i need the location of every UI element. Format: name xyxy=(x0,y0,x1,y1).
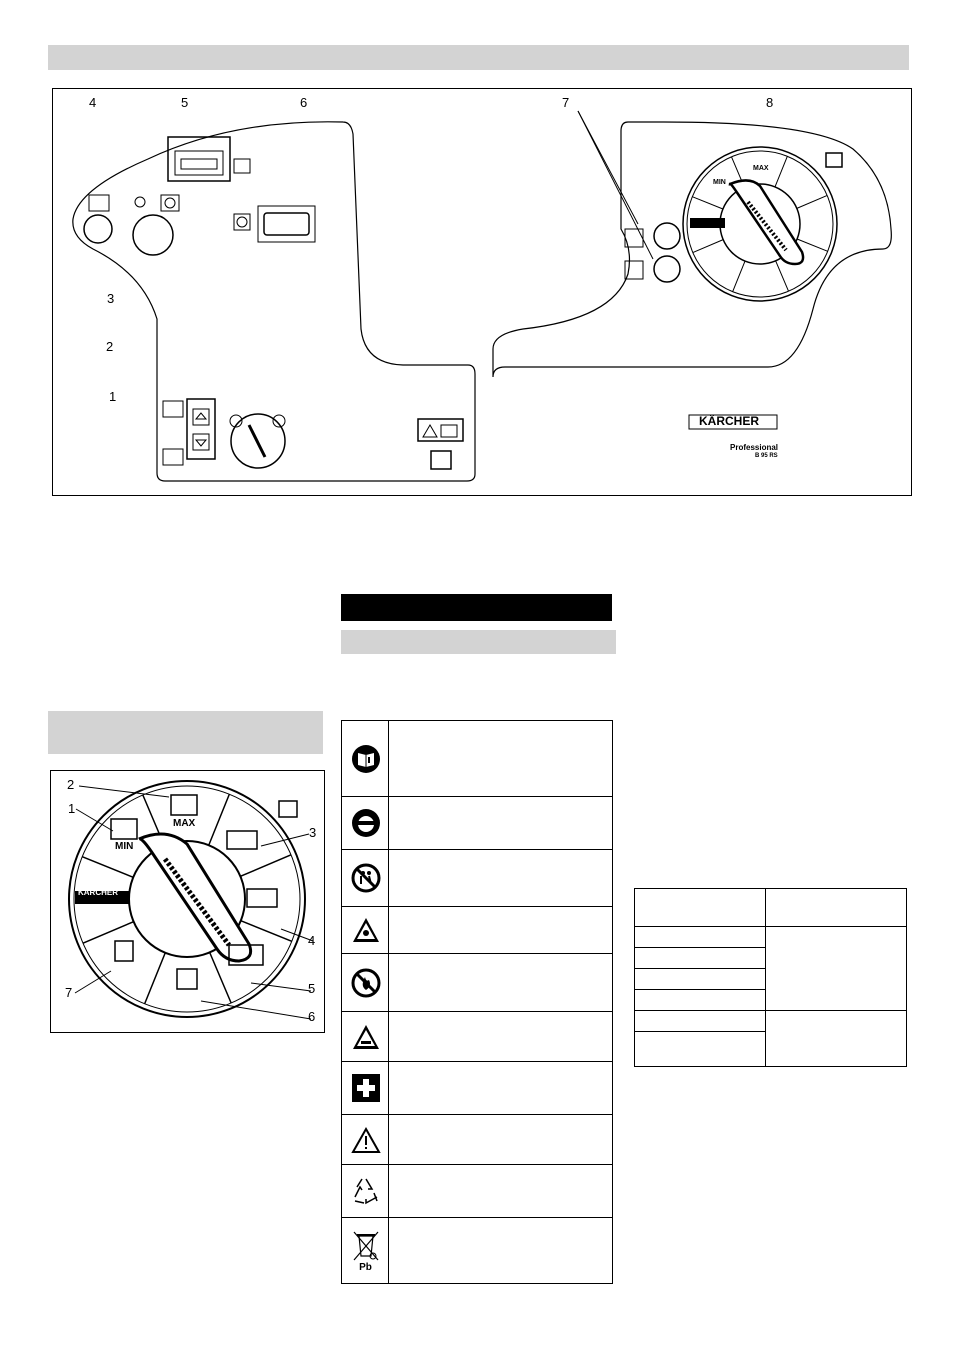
dial-callout-7: 7 xyxy=(65,985,73,1000)
section-title-bar xyxy=(341,594,612,621)
callout-8: 8 xyxy=(766,95,774,110)
dial-callout-3: 3 xyxy=(309,825,317,840)
callout-7: 7 xyxy=(562,95,570,110)
dial-callout-6: 6 xyxy=(308,1009,316,1024)
symbol-row xyxy=(342,1012,389,1061)
recycling-icon xyxy=(349,1175,383,1207)
figure-caption-bar xyxy=(48,711,323,754)
spec-table xyxy=(634,888,907,1067)
subsection-title-bar xyxy=(341,630,616,654)
dial-callout-1: 1 xyxy=(68,801,76,816)
callout-2: 2 xyxy=(106,339,114,354)
no-passengers-icon xyxy=(351,863,381,893)
dial-min-label: MIN xyxy=(713,179,726,186)
symbol-row xyxy=(342,907,389,953)
general-warning-icon xyxy=(351,1126,381,1154)
symbol-row xyxy=(342,850,389,906)
callout-3: 3 xyxy=(107,291,115,306)
first-aid-icon xyxy=(351,1073,381,1103)
dial-callout-5: 5 xyxy=(308,981,316,996)
dial-callout-4: 4 xyxy=(308,933,316,948)
symbol-row xyxy=(342,954,389,1011)
callout-1: 1 xyxy=(109,389,117,404)
corrosive-warning-icon xyxy=(351,1023,381,1051)
no-disposal-pb-icon xyxy=(351,1230,381,1264)
no-fire-icon xyxy=(351,968,381,998)
symbols-table xyxy=(341,720,613,1284)
brand-logo: KÄRCHER xyxy=(699,414,759,428)
dial-max-label: MAX xyxy=(173,818,196,829)
symbol-row xyxy=(342,1165,389,1217)
dial-brand-label: KÄRCHER xyxy=(691,213,716,219)
explosion-warning-icon xyxy=(351,916,381,944)
eye-protection-icon xyxy=(351,808,381,838)
callout-4: 4 xyxy=(89,95,97,110)
dial-min-label: MIN xyxy=(115,841,134,852)
model-line-1: Professional xyxy=(730,443,779,452)
symbol-row xyxy=(342,721,389,796)
section-header-bar xyxy=(48,45,909,70)
symbol-row xyxy=(342,1218,389,1284)
control-panel-figure xyxy=(52,88,912,496)
model-line-2: B 95 RS xyxy=(755,453,778,459)
dial-callout-2: 2 xyxy=(67,777,75,792)
callout-6: 6 xyxy=(300,95,308,110)
read-manual-icon xyxy=(351,744,381,774)
callout-5: 5 xyxy=(181,95,189,110)
symbol-row xyxy=(342,1062,389,1114)
pb-label: Pb xyxy=(359,1261,372,1273)
symbol-row xyxy=(342,797,389,849)
dial-brand-label: KÄRCHER xyxy=(78,888,118,897)
program-dial-figure xyxy=(50,770,325,1033)
dial-max-label: MAX xyxy=(753,165,769,172)
symbol-row xyxy=(342,1115,389,1164)
